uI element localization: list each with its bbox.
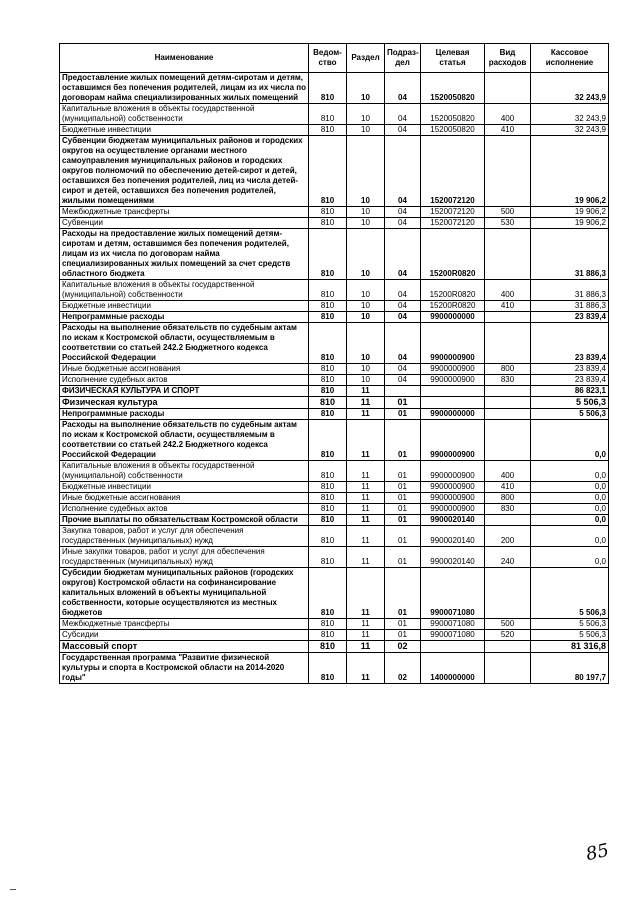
table-row xyxy=(60,619,609,630)
cell-section: 11 xyxy=(347,630,385,641)
cell-execution: 31 886,3 xyxy=(531,280,609,301)
table-row xyxy=(60,73,609,104)
cell-section: 10 xyxy=(347,73,385,104)
scan-mark xyxy=(10,889,16,890)
header-subsection: Подраз- дел xyxy=(385,44,421,73)
cell-dept: 810 xyxy=(309,515,347,526)
cell-dept: 810 xyxy=(309,364,347,375)
cell-section: 10 xyxy=(347,301,385,312)
cell-execution: 0,0 xyxy=(531,482,609,493)
cell-subsection: 01 xyxy=(385,504,421,515)
cell-subsection: 04 xyxy=(385,218,421,229)
cell-target: 9900071080 xyxy=(421,568,485,619)
cell-dept: 810 xyxy=(309,409,347,420)
table-row xyxy=(60,526,609,547)
cell-target: 9900000900 xyxy=(421,461,485,482)
cell-dept: 810 xyxy=(309,653,347,684)
table-row xyxy=(60,641,609,653)
cell-execution: 5 506,3 xyxy=(531,619,609,630)
cell-execution: 5 506,3 xyxy=(531,397,609,409)
cell-name: ФИЗИЧЕСКАЯ КУЛЬТУРА И СПОРТ xyxy=(60,386,309,397)
header-dept: Ведом- ство xyxy=(309,44,347,73)
cell-execution: 0,0 xyxy=(531,420,609,461)
cell-target: 15200R0820 xyxy=(421,229,485,280)
cell-name: Иные бюджетные ассигнования xyxy=(60,493,309,504)
cell-target: 9900020140 xyxy=(421,547,485,568)
table-row xyxy=(60,409,609,420)
cell-dept: 810 xyxy=(309,375,347,386)
cell-target: 9900000900 xyxy=(421,364,485,375)
cell-exp-type: 200 xyxy=(485,526,531,547)
cell-execution: 31 886,3 xyxy=(531,229,609,280)
cell-subsection: 01 xyxy=(385,568,421,619)
cell-name: Государственная программа "Развитие физической культуры и спорта в Костромской области на 2014-2020 годы" xyxy=(60,653,309,684)
cell-name: Прочие выплаты по обязательствам Костромской области xyxy=(60,515,309,526)
cell-dept: 810 xyxy=(309,493,347,504)
cell-exp-type: 800 xyxy=(485,364,531,375)
cell-dept: 810 xyxy=(309,312,347,323)
cell-target: 1520050820 xyxy=(421,104,485,125)
cell-execution: 19 906,2 xyxy=(531,136,609,207)
cell-exp-type: 400 xyxy=(485,280,531,301)
cell-subsection: 01 xyxy=(385,420,421,461)
cell-dept: 810 xyxy=(309,641,347,653)
cell-dept: 810 xyxy=(309,301,347,312)
header-execution: Кассовое исполнение xyxy=(531,44,609,73)
cell-exp-type xyxy=(485,73,531,104)
cell-exp-type xyxy=(485,568,531,619)
cell-exp-type xyxy=(485,409,531,420)
table-row xyxy=(60,493,609,504)
cell-section: 10 xyxy=(347,207,385,218)
cell-target xyxy=(421,386,485,397)
table-row xyxy=(60,397,609,409)
cell-exp-type: 830 xyxy=(485,504,531,515)
cell-target: 15200R0820 xyxy=(421,301,485,312)
cell-dept: 810 xyxy=(309,73,347,104)
cell-dept: 810 xyxy=(309,104,347,125)
cell-target: 1520050820 xyxy=(421,73,485,104)
header-exp-type: Вид расходов xyxy=(485,44,531,73)
cell-dept: 810 xyxy=(309,420,347,461)
cell-subsection: 04 xyxy=(385,364,421,375)
cell-dept: 810 xyxy=(309,630,347,641)
cell-exp-type: 240 xyxy=(485,547,531,568)
cell-section: 10 xyxy=(347,280,385,301)
cell-target: 1520050820 xyxy=(421,125,485,136)
table-header-row xyxy=(60,44,609,73)
cell-target: 9900020140 xyxy=(421,515,485,526)
cell-execution: 0,0 xyxy=(531,461,609,482)
cell-execution: 23 839,4 xyxy=(531,375,609,386)
cell-name: Межбюджетные трансферты xyxy=(60,207,309,218)
cell-target: 9900071080 xyxy=(421,619,485,630)
cell-subsection: 01 xyxy=(385,397,421,409)
cell-name: Иные бюджетные ассигнования xyxy=(60,364,309,375)
cell-dept: 810 xyxy=(309,218,347,229)
cell-execution: 80 197,7 xyxy=(531,653,609,684)
table-row xyxy=(60,229,609,280)
cell-section: 11 xyxy=(347,420,385,461)
cell-section: 11 xyxy=(347,619,385,630)
cell-execution: 0,0 xyxy=(531,515,609,526)
cell-dept: 810 xyxy=(309,229,347,280)
table-row xyxy=(60,323,609,364)
cell-subsection: 01 xyxy=(385,619,421,630)
cell-target: 9900071080 xyxy=(421,630,485,641)
cell-execution: 23 839,4 xyxy=(531,323,609,364)
cell-execution: 0,0 xyxy=(531,526,609,547)
table-row xyxy=(60,482,609,493)
cell-target: 9900000000 xyxy=(421,312,485,323)
cell-name: Межбюджетные трансферты xyxy=(60,619,309,630)
header-section: Раздел xyxy=(347,44,385,73)
cell-dept: 810 xyxy=(309,482,347,493)
cell-target: 9900000900 xyxy=(421,420,485,461)
cell-name: Закупка товаров, работ и услуг для обеспечения государственных (муниципальных) нужд xyxy=(60,526,309,547)
cell-subsection: 01 xyxy=(385,409,421,420)
cell-exp-type: 410 xyxy=(485,301,531,312)
cell-subsection: 04 xyxy=(385,323,421,364)
cell-subsection xyxy=(385,386,421,397)
cell-subsection: 02 xyxy=(385,641,421,653)
cell-subsection: 01 xyxy=(385,482,421,493)
cell-section: 10 xyxy=(347,136,385,207)
cell-execution: 32 243,9 xyxy=(531,73,609,104)
cell-name: Бюджетные инвестиции xyxy=(60,125,309,136)
cell-exp-type: 500 xyxy=(485,619,531,630)
cell-section: 11 xyxy=(347,461,385,482)
cell-execution: 86 823,1 xyxy=(531,386,609,397)
cell-section: 11 xyxy=(347,493,385,504)
cell-exp-type xyxy=(485,229,531,280)
cell-section: 11 xyxy=(347,409,385,420)
cell-section: 10 xyxy=(347,218,385,229)
cell-target: 9900000900 xyxy=(421,323,485,364)
cell-name: Непрограммные расходы xyxy=(60,409,309,420)
cell-execution: 32 243,9 xyxy=(531,104,609,125)
cell-subsection: 01 xyxy=(385,515,421,526)
header-target: Целевая статья xyxy=(421,44,485,73)
cell-section: 10 xyxy=(347,229,385,280)
cell-target xyxy=(421,641,485,653)
cell-exp-type xyxy=(485,397,531,409)
cell-execution: 0,0 xyxy=(531,547,609,568)
table-row xyxy=(60,630,609,641)
cell-exp-type: 410 xyxy=(485,125,531,136)
cell-name: Капитальные вложения в объекты государственной (муниципальной) собственности xyxy=(60,104,309,125)
cell-target: 9900000900 xyxy=(421,504,485,515)
budget-execution-table xyxy=(59,43,609,684)
cell-execution: 19 906,2 xyxy=(531,207,609,218)
cell-name: Расходы на выполнение обязательств по судебным актам по искам к Костромской области, осуществляемым в соответствии со статьей 242.2 Бюджетного кодекса Российской Федерации xyxy=(60,420,309,461)
cell-target xyxy=(421,397,485,409)
cell-target: 9900000900 xyxy=(421,375,485,386)
cell-exp-type xyxy=(485,515,531,526)
cell-dept: 810 xyxy=(309,461,347,482)
cell-target: 1520072120 xyxy=(421,136,485,207)
cell-exp-type xyxy=(485,420,531,461)
cell-name: Исполнение судебных актов xyxy=(60,375,309,386)
cell-target: 9900000900 xyxy=(421,493,485,504)
cell-subsection: 04 xyxy=(385,312,421,323)
table-row xyxy=(60,104,609,125)
cell-section: 11 xyxy=(347,653,385,684)
cell-execution: 0,0 xyxy=(531,493,609,504)
header-name: Наименование xyxy=(60,44,309,73)
cell-exp-type xyxy=(485,136,531,207)
cell-section: 11 xyxy=(347,526,385,547)
cell-section: 11 xyxy=(347,641,385,653)
cell-name: Физическая культура xyxy=(60,397,309,409)
cell-target: 9900020140 xyxy=(421,526,485,547)
cell-exp-type xyxy=(485,653,531,684)
cell-name: Бюджетные инвестиции xyxy=(60,482,309,493)
cell-subsection: 04 xyxy=(385,280,421,301)
cell-dept: 810 xyxy=(309,323,347,364)
cell-target: 1400000000 xyxy=(421,653,485,684)
cell-dept: 810 xyxy=(309,207,347,218)
cell-section: 11 xyxy=(347,386,385,397)
cell-section: 11 xyxy=(347,568,385,619)
table-row xyxy=(60,312,609,323)
cell-section: 10 xyxy=(347,104,385,125)
cell-exp-type: 830 xyxy=(485,375,531,386)
cell-exp-type: 400 xyxy=(485,104,531,125)
cell-subsection: 01 xyxy=(385,493,421,504)
cell-target: 15200R0820 xyxy=(421,280,485,301)
cell-subsection: 04 xyxy=(385,136,421,207)
cell-name: Субвенции бюджетам муниципальных районов и городских округов на осуществление органами местного самоуправления муниципальных районов и городских округов полномочий по обеспечению детей-сирот и детей, оставшихся без попечения родителей, лиц из числа детей-сирот и детей, оставшихся без попечения родителей, жилыми помещениями xyxy=(60,136,309,207)
cell-name: Массовый спорт xyxy=(60,641,309,653)
cell-dept: 810 xyxy=(309,397,347,409)
cell-execution: 31 886,3 xyxy=(531,301,609,312)
cell-exp-type xyxy=(485,312,531,323)
cell-subsection: 04 xyxy=(385,125,421,136)
cell-target: 9900000000 xyxy=(421,409,485,420)
cell-target: 9900000900 xyxy=(421,482,485,493)
cell-section: 11 xyxy=(347,515,385,526)
cell-name: Субвенции xyxy=(60,218,309,229)
cell-execution: 0,0 xyxy=(531,504,609,515)
cell-exp-type: 500 xyxy=(485,207,531,218)
cell-subsection: 04 xyxy=(385,207,421,218)
table-row xyxy=(60,568,609,619)
cell-name: Предоставление жилых помещений детям-сиротам и детям, оставшимся без попечения родителей, лицам из их числа по договорам найма специализированных жилых помещений xyxy=(60,73,309,104)
table-row xyxy=(60,504,609,515)
cell-name: Исполнение судебных актов xyxy=(60,504,309,515)
cell-target: 1520072120 xyxy=(421,207,485,218)
table-row xyxy=(60,364,609,375)
cell-exp-type: 800 xyxy=(485,493,531,504)
cell-dept: 810 xyxy=(309,568,347,619)
cell-name: Бюджетные инвестиции xyxy=(60,301,309,312)
table-row xyxy=(60,461,609,482)
cell-execution: 5 506,3 xyxy=(531,630,609,641)
cell-execution: 32 243,9 xyxy=(531,125,609,136)
cell-dept: 810 xyxy=(309,386,347,397)
table-row xyxy=(60,375,609,386)
cell-dept: 810 xyxy=(309,504,347,515)
cell-dept: 810 xyxy=(309,136,347,207)
cell-execution: 23 839,4 xyxy=(531,364,609,375)
cell-exp-type xyxy=(485,641,531,653)
table-row xyxy=(60,280,609,301)
cell-subsection: 04 xyxy=(385,104,421,125)
cell-execution: 81 316,8 xyxy=(531,641,609,653)
cell-exp-type: 400 xyxy=(485,461,531,482)
cell-exp-type: 530 xyxy=(485,218,531,229)
cell-name: Непрограммные расходы xyxy=(60,312,309,323)
table-row xyxy=(60,386,609,397)
cell-execution: 23 839,4 xyxy=(531,312,609,323)
cell-execution: 19 906,2 xyxy=(531,218,609,229)
cell-subsection: 01 xyxy=(385,630,421,641)
page-number: 85 xyxy=(584,839,611,866)
cell-section: 11 xyxy=(347,504,385,515)
cell-dept: 810 xyxy=(309,280,347,301)
cell-subsection: 01 xyxy=(385,547,421,568)
cell-subsection: 04 xyxy=(385,73,421,104)
cell-name: Расходы на предоставление жилых помещений детям-сиротам и детям, оставшимся без попечения родителей, лицам из их числа по договорам найма специализированных жилых помещений за счет средств областного бюджета xyxy=(60,229,309,280)
cell-name: Расходы на выполнение обязательств по судебным актам по искам к Костромской области, осуществляемым в соответствии со статьей 242.2 Бюджетного кодекса Российской Федерации xyxy=(60,323,309,364)
cell-exp-type: 410 xyxy=(485,482,531,493)
cell-subsection: 02 xyxy=(385,653,421,684)
table-row xyxy=(60,136,609,207)
cell-name: Капитальные вложения в объекты государственной (муниципальной) собственности xyxy=(60,461,309,482)
cell-exp-type xyxy=(485,386,531,397)
cell-section: 10 xyxy=(347,323,385,364)
cell-subsection: 01 xyxy=(385,461,421,482)
cell-name: Субсидии бюджетам муниципальных районов (городских округов) Костромской области на софинансирование капитальных вложений в объекты муниципальной собственности, которые осуществляются из местных бюджетов xyxy=(60,568,309,619)
table-row xyxy=(60,653,609,684)
cell-subsection: 01 xyxy=(385,526,421,547)
cell-section: 10 xyxy=(347,312,385,323)
cell-exp-type: 520 xyxy=(485,630,531,641)
cell-dept: 810 xyxy=(309,526,347,547)
cell-section: 11 xyxy=(347,397,385,409)
cell-name: Капитальные вложения в объекты государственной (муниципальной) собственности xyxy=(60,280,309,301)
cell-dept: 810 xyxy=(309,619,347,630)
cell-subsection: 04 xyxy=(385,375,421,386)
cell-section: 10 xyxy=(347,364,385,375)
table-row xyxy=(60,515,609,526)
cell-subsection: 04 xyxy=(385,229,421,280)
cell-name: Иные закупки товаров, работ и услуг для обеспечения государственных (муниципальных) нужд xyxy=(60,547,309,568)
cell-name: Субсидии xyxy=(60,630,309,641)
cell-execution: 5 506,3 xyxy=(531,409,609,420)
cell-exp-type xyxy=(485,323,531,364)
table-row xyxy=(60,207,609,218)
cell-section: 11 xyxy=(347,482,385,493)
cell-section: 11 xyxy=(347,547,385,568)
cell-execution: 5 506,3 xyxy=(531,568,609,619)
table-row xyxy=(60,547,609,568)
table-row xyxy=(60,301,609,312)
table-row xyxy=(60,218,609,229)
cell-dept: 810 xyxy=(309,125,347,136)
cell-subsection: 04 xyxy=(385,301,421,312)
table-body xyxy=(60,73,609,684)
table-row xyxy=(60,125,609,136)
cell-section: 10 xyxy=(347,125,385,136)
cell-section: 10 xyxy=(347,375,385,386)
table-row xyxy=(60,420,609,461)
cell-dept: 810 xyxy=(309,547,347,568)
cell-target: 1520072120 xyxy=(421,218,485,229)
